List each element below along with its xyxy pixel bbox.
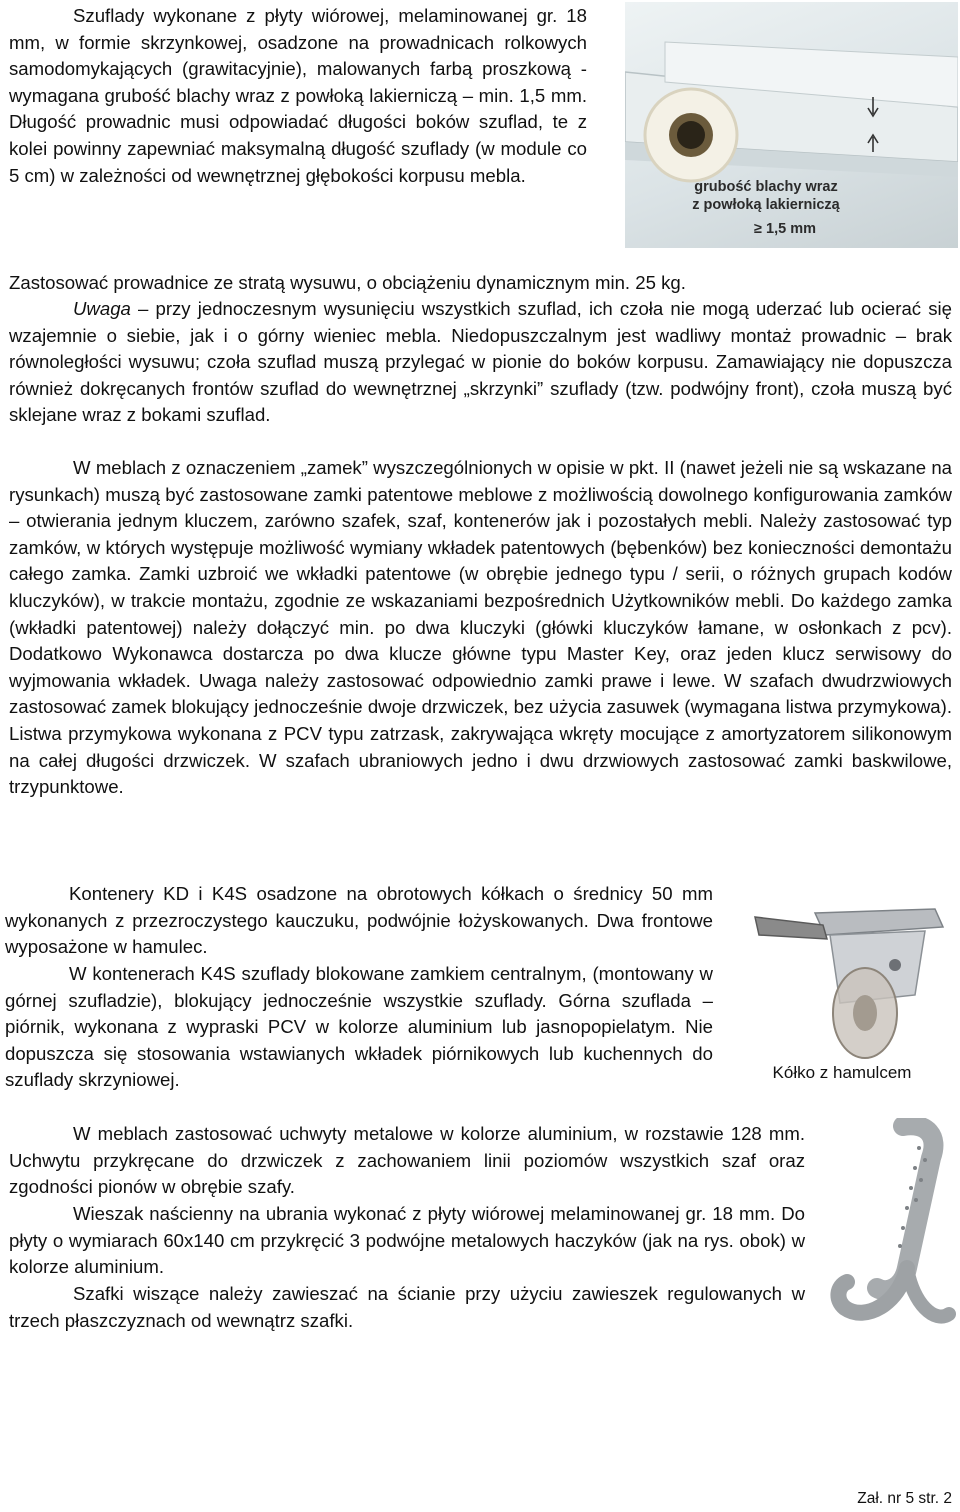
slide-label-line3: ≥ 1,5 mm [754, 221, 816, 237]
paragraph-handles: W meblach zastosować uchwyty metalowe w kolorze aluminium, w rozstawie 128 mm. Uchwytu przykręcane do drzwiczek z zachowaniem linii poziomów wszystkich szaf oraz zgodności pionów w obrębie szafy. [9, 1123, 805, 1198]
paragraph-uwaga [9, 296, 952, 429]
paragraph-locks: W meblach z oznaczeniem „zamek” wyszczególnionych w opisie w pkt. II (nawet jeżeli nie są wskazane na rysunkach) muszą być zastosowane zamki patentowe meblowe z możliwością dowolnego konfigurowania zamków – otwierania jednym kluczem, zarówno szafek, szaf, kontenerów jak i pozostałych mebli. Należy zastosować typ zamków, w których występuje możliwość wymiany wkładek patentowych (bębenków) bez konieczności demontażu całego zamka. Zamki uzbroić we wkładki patentowe (w obrębie jednego typu / serii, o różnych grupach kodów kluczyków), w trakcie montażu, zgodnie ze wskazaniami bezpośrednich Użytkowników mebli. Do każdego zamka (wkładki patentowej) należy dołączyć min. po dwa kluczyki (główki kluczyków łamane, w osłonkach z pcv). Dodatkowo Wykonawca dostarcza po dwa klucze główne typu Master Key, oraz jeden klucz serwisowy do wyjmowania wkładek. Uwaga należy zastosować odpowiednio zamki prawe i lewe. W szafach dwudrzwiowych zastosować zamek blokujący jednocześnie dwoje drzwiczek, bez użycia zasuwek (wymagana listwa przymykowa). Listwa przymykowa wykonana z PCV typu zatrzask, zakrywająca wkręty mocujące z amortyzatorem silikonowym na całej długości drzwiczek. W szafach ubraniowych jedno i dwu drzwiowych zastosować zamki baskwilowe, trzypunktowe. [9, 457, 952, 798]
castor-wheel-photo [745, 895, 950, 1065]
paragraph-slide-load: Zastosować prowadnice ze stratą wysuwu, o obciążeniu dynamicznym min. 25 kg. [9, 272, 686, 293]
castor-drawing [745, 895, 950, 1065]
page-footer: Zał. nr 5 str. 2 [857, 1490, 952, 1507]
hook-drawing [815, 1118, 960, 1348]
slide-label-line2: z powłoką lakierniczą [692, 197, 840, 213]
uwaga-lead: Uwaga [73, 298, 131, 319]
double-coat-hook-photo [815, 1118, 960, 1348]
paragraph-wall-cabinets: Szafki wiszące należy zawieszać na ścianie przy użyciu zawieszek regulowanych w trzech płaszczyznach od wewnątrz szafki. [9, 1283, 805, 1331]
paragraph-k4s: W kontenerach K4S szuflady blokowane zamkiem centralnym, (montowany w górnej szufladzie), blokujący jednocześnie wszystkie szuflady. Górna szuflada – piórnik, wykonana z wypraski PCV w kolorze aluminium lub jasnopopielatym. Nie dopuszcza się stosowania wstawianych wkładek piórnikowych lub kuchennych do szuflady skrzyniowej. [5, 963, 713, 1091]
slide-label-line1: grubość blachy wraz [694, 179, 838, 195]
paragraph-containers: Kontenery KD i K4S osadzone na obrotowych kółkach o średnicy 50 mm wykonanych z przezroczystego kauczuku, podwójnie łożyskowanych. Dwa frontowe wyposażone w hamulec. [5, 883, 713, 958]
castor-caption: Kółko z hamulcem [772, 1063, 912, 1082]
paragraph-drawers: Szuflady wykonane z płyty wiórowej, melaminowanej gr. 18 mm, w formie skrzynkowej, osadzone na prowadnicach rolkowych samodomykających (grawitacyjnie), malowanych farbą proszkową - wymagana grubość blachy wraz z powłoką lakierniczą – min. 1,5 mm. Długość prowadnic musi odpowiadać długości boków szuflad, te z kolei powinny zapewniać maksymalną długość szuflady (w module co 5 cm) w zależności od wewnętrznej głębokości korpusu mebla. [9, 5, 587, 186]
paragraph-coat-rack: Wieszak naścienny na ubrania wykonać z płyty wiórowej melaminowanej gr. 18 mm. Do płyty o wymiarach 60x140 cm przykręcić 3 podwójne metalowych haczyków (jak na rys. obok) w kolorze aluminium. [9, 1203, 805, 1278]
uwaga-rest: – przy jednoczesnym wysunięciu wszystkich szuflad, ich czoła nie mogą uderzać lub ocierać się wzajemnie o siebie, jak i o górny wieniec mebla. Niedopuszczalnym jest wadliwy montaż prowadnic – brak równoległości wysuwu; czoła szuflad muszą przylegać w pionie do boków korpusu. Zamawiający nie dopuszcza również dokręcanych frontów szuflad do wewnętrznej „skrzynki” szuflady (tzw. podwójny front), czoła muszą być sklejane wraz z bokami szuflad. [9, 298, 952, 426]
drawer-slide-photo [625, 2, 958, 248]
